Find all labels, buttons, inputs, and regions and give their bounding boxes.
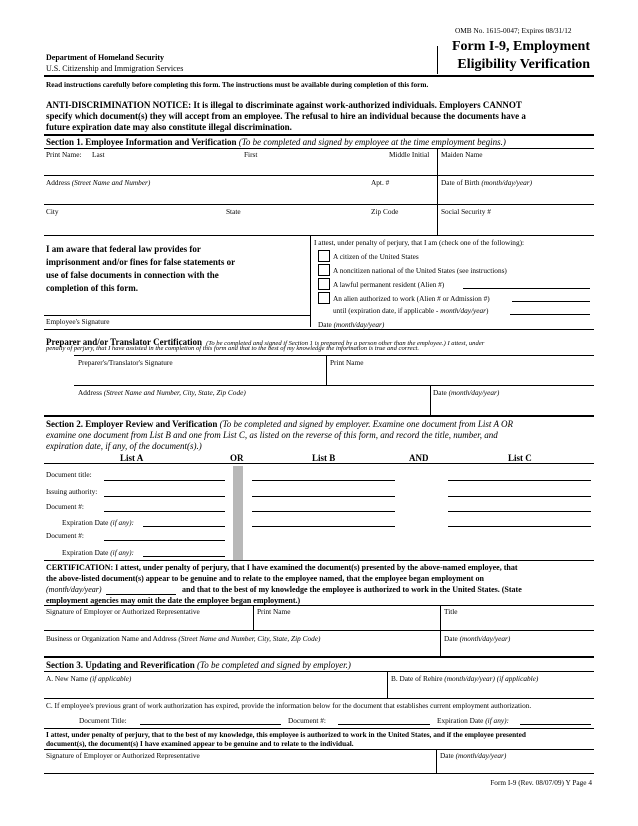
vertical-rule (430, 385, 431, 415)
preparer-title: Preparer and/or Translator Certification (46, 337, 203, 347)
admission-number-field[interactable] (512, 301, 590, 302)
until-text: until (expiration date, if applicable - (333, 306, 441, 315)
preparer-address-label (78, 388, 246, 397)
document-number-2-label: Document #: (46, 531, 84, 540)
first-name-label: First (244, 150, 258, 159)
rule (44, 630, 594, 631)
section3-expiration-label (437, 716, 509, 725)
alien-number-field[interactable] (463, 288, 590, 289)
ssn-label: Social Security # (441, 207, 491, 216)
aware-line-2: imprisonment and/or fines for false statements or (46, 257, 236, 267)
new-name-hint: (if applicable) (89, 674, 132, 683)
attest-text: I attest, under penalty of perjury, that I am (check one of the following): (314, 238, 525, 247)
vertical-rule (437, 148, 438, 236)
section1-heading (46, 137, 506, 147)
rule (44, 671, 594, 672)
section3-expiration-field[interactable] (520, 724, 591, 725)
aware-line-1: I am aware that federal law provides for (46, 244, 201, 254)
header-rule (44, 75, 594, 77)
rule (44, 315, 310, 316)
issuing-authority-label: Issuing authority: (46, 487, 98, 496)
notice-line-3: future expiration date may also constitute illegal discrimination. (46, 122, 292, 132)
business-hint: (Street Name and Number, City, State, Zip Code) (178, 634, 321, 643)
until-label (333, 306, 488, 315)
employment-start-date-field[interactable] (106, 594, 176, 595)
business-text: Business or Organization Name and Address (46, 634, 177, 643)
business-address-label (46, 634, 320, 643)
employer-date-hint: (month/day/year) (459, 634, 511, 643)
vertical-rule (440, 630, 441, 656)
address-label (46, 178, 150, 187)
employer-date-text: Date (444, 634, 458, 643)
vertical-rule (440, 605, 441, 630)
list-a-document-title-field[interactable] (104, 480, 225, 481)
new-name-label (46, 674, 131, 683)
noncitizen-national-checkbox[interactable] (318, 264, 330, 276)
start-date-hint: (month/day/year) (46, 585, 102, 594)
preparer-print-name-label: Print Name (330, 358, 364, 367)
and-label: AND (409, 453, 429, 463)
section2-text-1: (To be completed and signed by employer. Examine one document from List A OR (219, 419, 514, 429)
rehire-hint: (month/day/year) (if applicable) (444, 674, 539, 683)
exp2-hint: (if any): (110, 548, 134, 557)
section3-subtitle: (To be completed and signed by employer.) (197, 660, 351, 670)
employer-date-label (444, 634, 510, 643)
preparer-text-1b: I attest, under (445, 340, 485, 347)
list-b-expiration-field[interactable] (252, 526, 395, 527)
rule (44, 175, 594, 176)
section3-document-title-label: Document Title: (79, 716, 127, 725)
section3-signature-label: Signature of Employer or Authorized Representative (46, 751, 200, 760)
list-c-header: List C (508, 453, 532, 463)
rule (44, 728, 594, 729)
s3-exp-text: Expiration Date (437, 716, 484, 725)
notice-line-2: specify which document(s) they will accept from an employee. The refusal to hire an individual because the documents have a (46, 111, 526, 121)
s3-date-text: Date (440, 751, 454, 760)
employee-date-label (318, 320, 384, 329)
rule (44, 656, 594, 658)
dob-label (441, 178, 532, 187)
expiration-date-label (62, 518, 134, 527)
section3-heading (46, 660, 351, 670)
list-c-document-number-field[interactable] (448, 511, 591, 512)
rehire-text: B. Date of Rehire (391, 674, 443, 683)
list-b-header: List B (312, 453, 336, 463)
exp-text: Expiration Date (62, 518, 109, 527)
dob-hint: (month/day/year) (481, 178, 533, 187)
certification-line-3b: and that to the best of my knowledge the employee is authorized to work in the United States. (State (182, 585, 522, 594)
preparer-address-hint: (Street Name and Number, City, State, Zip Code) (103, 388, 246, 397)
permanent-resident-label: A lawful permanent resident (Alien #) (333, 280, 445, 289)
expiration-date-field[interactable] (510, 314, 590, 315)
list-b-document-title-field[interactable] (252, 480, 395, 481)
dob-text: Date of Birth (441, 178, 480, 187)
vertical-rule (253, 605, 254, 630)
document-title-label: Document title: (46, 470, 92, 479)
section3-title: Section 3. Updating and Reverification (46, 660, 195, 670)
citizen-checkbox[interactable] (318, 250, 330, 262)
list-a-issuing-authority-field[interactable] (104, 496, 225, 497)
date-hint: (month/day/year) (333, 320, 385, 329)
permanent-resident-checkbox[interactable] (318, 278, 330, 290)
noncitizen-national-label: A noncitizen national of the United States (see instructions) (333, 266, 507, 275)
list-c-document-title-field[interactable] (448, 480, 591, 481)
expiration-date-2-label (62, 548, 134, 557)
section1-subtitle: (To be completed and signed by employee at the time employment begins.) (238, 137, 506, 147)
list-a-header: List A (120, 453, 144, 463)
aware-line-3: use of false documents in connection with the (46, 270, 219, 280)
form-title-line2: Eligibility Verification (457, 57, 590, 72)
section1-title: Section 1. Employee Information and Verification (46, 137, 237, 147)
list-b-issuing-authority-field[interactable] (252, 496, 395, 497)
form-title-line1: Form I-9, Employment (451, 39, 590, 54)
footer-form-number: Form I-9 (Rev. 08/07/09) Y Page 4 (490, 778, 592, 787)
employer-signature-label: Signature of Employer or Authorized Representative (46, 607, 200, 616)
rehire-date-label (391, 674, 538, 683)
omb-number: OMB No. 1615-0047; Expires 08/31/12 (455, 26, 572, 35)
exp-hint: (if any): (110, 518, 134, 527)
vertical-rule (387, 671, 388, 698)
alien-authorized-label: An alien authorized to work (Alien # or Admission #) (333, 294, 490, 303)
maiden-name-label: Maiden Name (441, 150, 483, 159)
section2-text-2: examine one document from List B and one from List C, as listed on the reverse of this form, and record the title, number, and (46, 430, 498, 440)
section2-text-3: expiration date, if any, of the document(s).) (46, 441, 202, 451)
rule (44, 749, 594, 750)
rule (74, 385, 594, 386)
section3-attest-line-2: document(s), the document(s) I have examined appear to be genuine and to relate to the individual. (46, 739, 354, 748)
aware-line-4: completion of this form. (46, 283, 138, 293)
list-a-expiration-field[interactable] (143, 526, 225, 527)
apt-label: Apt. # (371, 178, 390, 187)
or-label: OR (230, 453, 244, 463)
rule (44, 235, 594, 236)
certification-line-4: employment agencies may omit the date the employee began employment.) (46, 596, 301, 605)
rule (44, 463, 594, 464)
rule (44, 148, 594, 149)
instructions-text: Read instructions carefully before completing this form. The instructions must be available during completion of this form. (46, 80, 429, 89)
header-divider (437, 46, 438, 74)
employer-title-label: Title (444, 607, 458, 616)
department-name: Department of Homeland Security (46, 53, 164, 62)
list-c-expiration-field[interactable] (448, 526, 591, 527)
citizen-label: A citizen of the United States (333, 252, 419, 261)
certification-line-1: CERTIFICATION: I attest, under penalty of perjury, that I have examined the document(s) presented by the above-named employee, that (46, 563, 518, 572)
rule (74, 355, 594, 356)
list-b-document-number-field[interactable] (252, 511, 395, 512)
rule (44, 605, 594, 606)
new-name-text: A. New Name (46, 674, 88, 683)
employee-signature-label: Employee's Signature (46, 317, 110, 326)
rule (44, 415, 594, 417)
list-a-expiration-2-field[interactable] (143, 556, 225, 557)
city-label: City (46, 207, 59, 216)
list-separator-bar (233, 466, 243, 560)
section3-document-number-label: Document #: (288, 716, 326, 725)
preparer-text-1: (To be completed and signed if Section 1 is prepared by a person other than the employee.) (206, 340, 446, 347)
state-label: State (226, 207, 241, 216)
employer-print-name-label: Print Name (257, 607, 291, 616)
rule (44, 204, 594, 205)
preparer-date-text: Date (433, 388, 447, 397)
agency-name: U.S. Citizenship and Immigration Services (46, 64, 184, 73)
until-end: ) (486, 306, 489, 315)
date-text: Date (318, 320, 332, 329)
vertical-rule (436, 749, 437, 773)
exp2-text: Expiration Date (62, 548, 109, 557)
preparer-signature-label: Preparer's/Translator's Signature (78, 358, 173, 367)
section3-document-number-field[interactable] (338, 724, 430, 725)
preparer-date-label (433, 388, 499, 397)
list-a-document-number-field[interactable] (104, 511, 225, 512)
rule (44, 773, 594, 774)
certification-line-3 (46, 585, 102, 594)
until-hint: month/day/year (440, 306, 486, 315)
section1-rule (44, 134, 594, 136)
list-a-document-number-2-field[interactable] (104, 540, 225, 541)
preparer-address-text: Address (78, 388, 102, 397)
rule (44, 329, 594, 330)
s3-exp-hint: (if any): (485, 716, 509, 725)
vertical-rule (310, 235, 311, 327)
rule (44, 560, 594, 561)
vertical-rule (326, 355, 327, 385)
middle-initial-label: Middle Initial (389, 150, 430, 159)
section3-date-label (440, 751, 506, 760)
section2-title: Section 2. Employer Review and Verification (46, 419, 218, 429)
preparer-text-2: penalty of perjury, that I have assisted in the completion of this form and that to the best of my knowledge the information is true and correct. (46, 345, 419, 352)
preparer-date-hint: (month/day/year) (448, 388, 500, 397)
address-text: Address (46, 178, 70, 187)
certification-line-2: the above-listed document(s) appear to be genuine and to relate to the employee named, that the employee began employment on (46, 574, 484, 583)
alien-authorized-checkbox[interactable] (318, 292, 330, 304)
s3-date-hint: (month/day/year) (455, 751, 507, 760)
zip-label: Zip Code (371, 207, 399, 216)
last-name-label: Last (92, 150, 105, 159)
document-number-label: Document #: (46, 502, 84, 511)
section2-heading (46, 419, 513, 429)
print-name-label: Print Name: (46, 150, 82, 159)
section3-c-text: C. If employee's previous grant of work authorization has expired, provide the information below for the document that establishes current employment authorization. (46, 701, 532, 710)
address-hint: (Street Name and Number) (71, 178, 151, 187)
notice-line-1: ANTI-DISCRIMINATION NOTICE: It is illegal to discriminate against work-authorized individuals. Employers CANNOT (46, 100, 522, 110)
section3-document-title-field[interactable] (140, 724, 281, 725)
section3-attest-line-1: I attest, under penalty of perjury, that to the best of my knowledge, this employee is authorized to work in the United States, and if the employee presented (46, 730, 526, 739)
list-c-issuing-authority-field[interactable] (448, 496, 591, 497)
rule (44, 698, 594, 699)
aware-statement (46, 243, 235, 295)
